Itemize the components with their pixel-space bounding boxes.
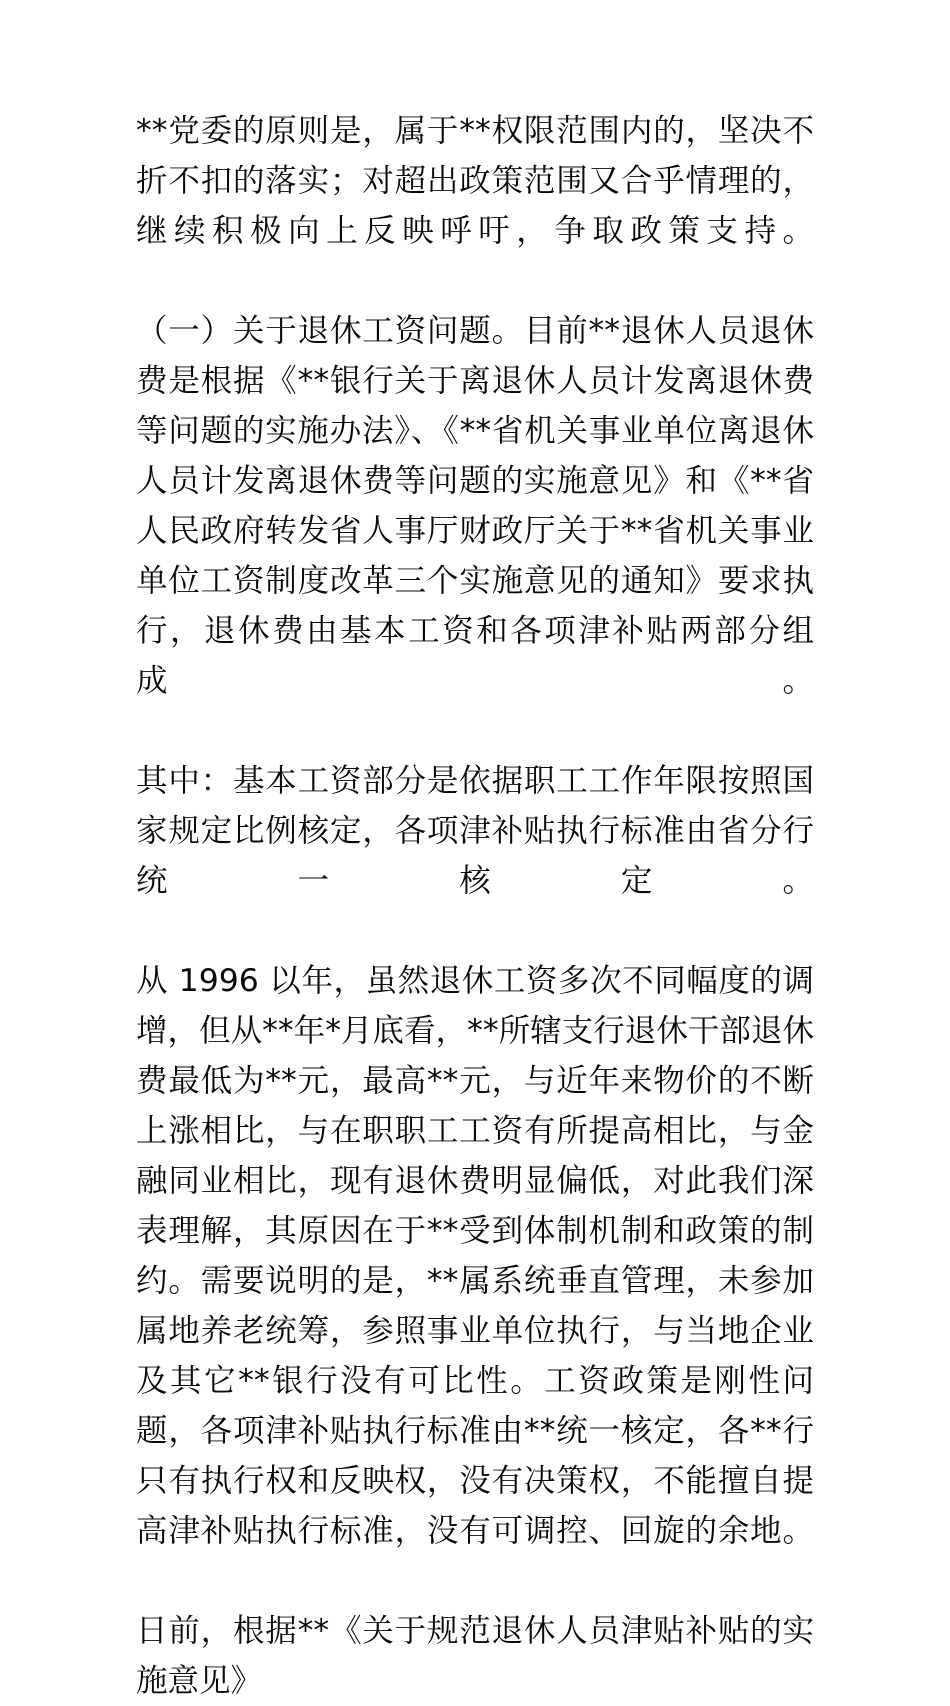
document-text-body (136, 106, 814, 1706)
paragraph-3: 其中：基本工资部分是依据职工工作年限按照国家规定比例核定，各项津补贴执行标准由省分行统一核定。 (136, 763, 814, 899)
paragraph-5: 日前，根据**《关于规范退休人员津贴补贴的实施意见》 (136, 1613, 814, 1699)
paragraph-1: **党委的原则是，属于**权限范围内的，坚决不折不扣的落实；对超出政策范围又合乎情理的，继续积极向上反映呼吁，争取政策支持。 (136, 113, 814, 249)
paragraph-2: （一）关于退休工资问题。目前**退休人员退休费是根据《**银行关于离退休人员计发离退休费等问题的实施办法》、《**省机关事业单位离退休人员计发离退休费等问题的实施意见》和《**省人民政府转发省人事厅财政厅关于**省机关事业单位工资制度改革三个实施意见的通知》要求执行，退休费由基本工资和各项津补贴两部分组成。 (136, 313, 814, 699)
paragraph-4: 从 1996 以年，虽然退休工资多次不同幅度的调增，但从**年*月底看，**所辖支行退休干部退休费最低为**元，最高**元，与近年来物价的不断上涨相比，与在职职工工资有所提高相比，与金融同业相比，现有退休费明显偏低，对此我们深表理解，其原因在于**受到体制机制和政策的制约。需要说明的是，**属系统垂直管理，未参加属地养老统筹，参照事业单位执行，与当地企业及其它**银行没有可比性。工资政策是刚性问题，各项津补贴执行标准由**统一核定，各**行只有执行权和反映权，没有决策权，不能擅自提高津补贴执行标准，没有可调控、回旋的余地。 (136, 963, 814, 1549)
